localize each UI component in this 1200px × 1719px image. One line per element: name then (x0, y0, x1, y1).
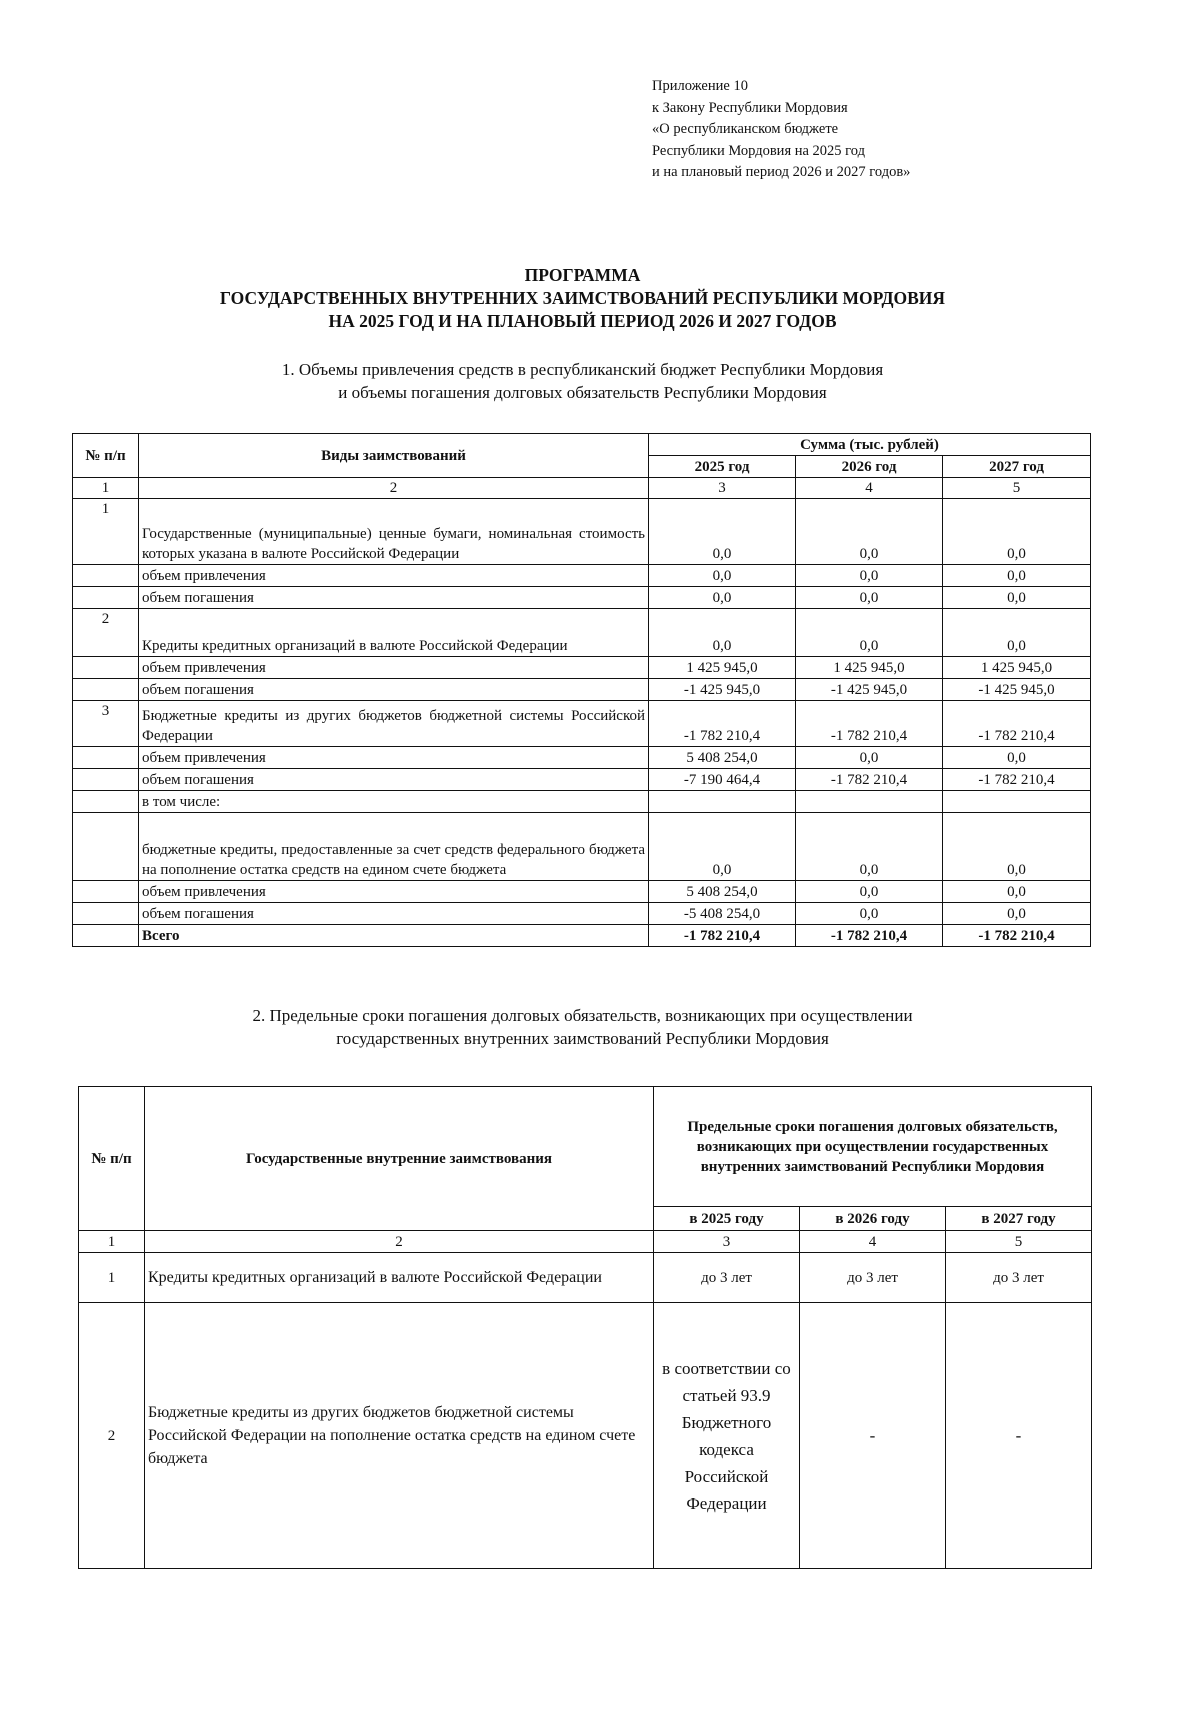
table-row (73, 587, 1091, 609)
value-2026: 0,0 (796, 903, 943, 925)
row-desc: в том числе: (139, 791, 649, 813)
index-cell: 2 (145, 1231, 654, 1253)
term-2025: в соответствии со статьей 93.9 Бюджетного кодекса Российской Федерации (654, 1303, 800, 1569)
term-2026: до 3 лет (800, 1253, 946, 1303)
header-borrowing-type: Виды заимствований (139, 434, 649, 478)
value-2027: 0,0 (943, 747, 1091, 769)
row-num: 3 (73, 701, 139, 747)
value-2027: -1 782 210,4 (943, 701, 1091, 747)
value-2025: -5 408 254,0 (649, 903, 796, 925)
row-desc: объем погашения (139, 679, 649, 701)
header-num: № п/п (79, 1087, 145, 1231)
header-year-2026: в 2026 году (800, 1207, 946, 1231)
total-label: Всего (139, 925, 649, 947)
value-2027: 0,0 (943, 813, 1091, 881)
section1-heading (0, 358, 1165, 404)
value-2025: 1 425 945,0 (649, 657, 796, 679)
row-num (73, 587, 139, 609)
value-2027: -1 782 210,4 (943, 769, 1091, 791)
value-2025: 0,0 (649, 499, 796, 565)
row-desc: объем привлечения (139, 657, 649, 679)
total-row (73, 925, 1091, 947)
value-2026: 1 425 945,0 (796, 657, 943, 679)
header-year-2026: 2026 год (796, 456, 943, 478)
row-desc: бюджетные кредиты, предоставленные за счет средств федерального бюджета на пополнение остатка средств на едином счете бюджета (139, 813, 649, 881)
header-year-2025: 2025 год (649, 456, 796, 478)
repayment-terms-table (78, 1086, 1092, 1569)
table-row (79, 1253, 1092, 1303)
term-2025: до 3 лет (654, 1253, 800, 1303)
table-row (73, 609, 1091, 657)
table-row (79, 1303, 1092, 1569)
row-desc: Кредиты кредитных организаций в валюте Российской Федерации (139, 609, 649, 657)
value-2027: 0,0 (943, 565, 1091, 587)
value-2027: 0,0 (943, 587, 1091, 609)
value-2026: 0,0 (796, 499, 943, 565)
value-2025: -7 190 464,4 (649, 769, 796, 791)
total-num-cell (73, 925, 139, 947)
value-2025: 5 408 254,0 (649, 881, 796, 903)
document-title (0, 264, 1165, 333)
value-2026 (796, 791, 943, 813)
index-cell: 4 (800, 1231, 946, 1253)
value-2026: -1 782 210,4 (796, 701, 943, 747)
value-2027 (943, 791, 1091, 813)
row-desc: объем привлечения (139, 881, 649, 903)
section2-heading (0, 1004, 1165, 1050)
row-num (73, 747, 139, 769)
table-row (73, 657, 1091, 679)
column-index-row (73, 478, 1091, 499)
title-line: ПРОГРАММА (524, 265, 641, 285)
table-row (73, 565, 1091, 587)
total-2026: -1 782 210,4 (796, 925, 943, 947)
value-2025: -1 782 210,4 (649, 701, 796, 747)
section2-heading-line: 2. Предельные сроки погашения долговых обязательств, возникающих при осуществлении (252, 1006, 913, 1025)
total-2027: -1 782 210,4 (943, 925, 1091, 947)
row-num (73, 565, 139, 587)
table-row (73, 747, 1091, 769)
row-desc: объем погашения (139, 903, 649, 925)
header-num: № п/п (73, 434, 139, 478)
row-num: 1 (79, 1253, 145, 1303)
value-2025: -1 425 945,0 (649, 679, 796, 701)
index-cell: 1 (73, 478, 139, 499)
appendix-line: «О республиканском бюджете (652, 121, 839, 137)
table-row (73, 769, 1091, 791)
row-num (73, 657, 139, 679)
value-2026: 0,0 (796, 813, 943, 881)
table-row (73, 499, 1091, 565)
row-desc: Государственные (муниципальные) ценные бумаги, номинальная стоимость которых указана в валюте Российской Федерации (139, 499, 649, 565)
header-year-2027: в 2027 году (946, 1207, 1092, 1231)
section1-heading-line: 1. Объемы привлечения средств в республиканский бюджет Республики Мордовия (281, 360, 884, 379)
row-num: 1 (73, 499, 139, 565)
term-2027: до 3 лет (946, 1253, 1092, 1303)
value-2027: 0,0 (943, 499, 1091, 565)
borrowings-volume-table (72, 433, 1091, 947)
row-num (73, 769, 139, 791)
row-desc: объем погашения (139, 769, 649, 791)
appendix-line: и на плановый период 2026 и 2027 годов» (652, 164, 911, 180)
row-desc: Кредиты кредитных организаций в валюте Российской Федерации (145, 1253, 654, 1303)
term-2026: - (800, 1303, 946, 1569)
title-line: ГОСУДАРСТВЕННЫХ ВНУТРЕННИХ ЗАИМСТВОВАНИЙ РЕСПУБЛИКИ МОРДОВИЯ (219, 288, 946, 308)
table-row (73, 813, 1091, 881)
table-row (73, 903, 1091, 925)
value-2027: 0,0 (943, 903, 1091, 925)
value-2025: 0,0 (649, 587, 796, 609)
row-num (73, 791, 139, 813)
term-2027: - (946, 1303, 1092, 1569)
appendix-note (652, 76, 910, 184)
row-desc: объем привлечения (139, 747, 649, 769)
index-cell: 3 (654, 1231, 800, 1253)
row-desc: Бюджетные кредиты из других бюджетов бюджетной системы Российской Федерации (139, 701, 649, 747)
header-borrowing-type: Государственные внутренние заимствования (145, 1087, 654, 1231)
row-num: 2 (73, 609, 139, 657)
value-2025 (649, 791, 796, 813)
index-cell: 5 (946, 1231, 1092, 1253)
row-num (73, 903, 139, 925)
value-2026: 0,0 (796, 881, 943, 903)
value-2026: -1 782 210,4 (796, 769, 943, 791)
value-2026: 0,0 (796, 747, 943, 769)
value-2025: 5 408 254,0 (649, 747, 796, 769)
row-desc: объем погашения (139, 587, 649, 609)
section1-heading-line: и объемы погашения долговых обязательств Республики Мордовия (338, 383, 827, 402)
header-terms: Предельные сроки погашения долговых обязательств, возникающих при осуществлении государственных внутренних заимствований Республики Мордовия (654, 1087, 1092, 1207)
value-2026: 0,0 (796, 587, 943, 609)
value-2026: 0,0 (796, 565, 943, 587)
table-row (73, 701, 1091, 747)
index-cell: 4 (796, 478, 943, 499)
index-cell: 2 (139, 478, 649, 499)
value-2026: -1 425 945,0 (796, 679, 943, 701)
row-desc: Бюджетные кредиты из других бюджетов бюджетной системы Российской Федерации на пополнение остатка средств на едином счете бюджета (145, 1303, 654, 1569)
index-cell: 5 (943, 478, 1091, 499)
value-2025: 0,0 (649, 565, 796, 587)
table-row (73, 791, 1091, 813)
row-num: 2 (79, 1303, 145, 1569)
total-2025: -1 782 210,4 (649, 925, 796, 947)
section2-heading-line: государственных внутренних заимствований Республики Мордовия (336, 1029, 829, 1048)
row-desc: объем привлечения (139, 565, 649, 587)
row-num (73, 813, 139, 881)
table-row (73, 881, 1091, 903)
value-2027: 1 425 945,0 (943, 657, 1091, 679)
index-cell: 3 (649, 478, 796, 499)
header-sum: Сумма (тыс. рублей) (649, 434, 1091, 456)
row-num (73, 679, 139, 701)
header-year-2027: 2027 год (943, 456, 1091, 478)
index-cell: 1 (79, 1231, 145, 1253)
header-year-2025: в 2025 году (654, 1207, 800, 1231)
value-2025: 0,0 (649, 813, 796, 881)
appendix-line: Приложение 10 (652, 78, 748, 94)
table-row (73, 679, 1091, 701)
appendix-line: Республики Мордовия на 2025 год (652, 142, 865, 159)
appendix-line: к Закону Республики Мордовия (652, 99, 848, 116)
column-index-row (79, 1231, 1092, 1253)
value-2026: 0,0 (796, 609, 943, 657)
row-num (73, 881, 139, 903)
value-2027: 0,0 (943, 609, 1091, 657)
value-2025: 0,0 (649, 609, 796, 657)
value-2027: 0,0 (943, 881, 1091, 903)
title-line: НА 2025 ГОД И НА ПЛАНОВЫЙ ПЕРИОД 2026 И 2027 ГОДОВ (328, 311, 837, 331)
value-2027: -1 425 945,0 (943, 679, 1091, 701)
